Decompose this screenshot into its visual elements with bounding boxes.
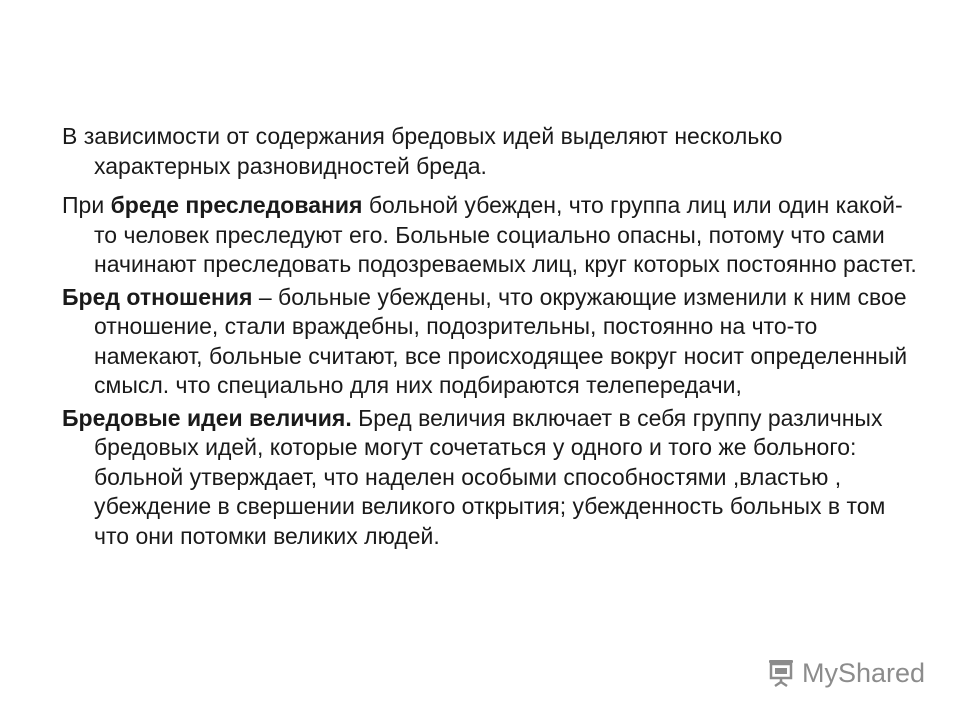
paragraph-intro-text: В зависимости от содержания бредовых идей выделяют несколько характерных разновидностей бреда. xyxy=(62,123,783,179)
term-relation: Бред отношения xyxy=(62,283,253,310)
projector-screen-icon xyxy=(766,658,796,688)
paragraph-persecution xyxy=(62,191,922,280)
paragraph-persecution-text: больной убежден, что группа лиц или один какой-то человек преследуют его. Больные социально опасны, потому что сами начинают преследовать подозреваемых лиц, круг которых постоянно растет. xyxy=(94,192,917,277)
paragraph-grandeur-text: Бред величия включает в себя группу различных бредовых идей, которые могут сочетаться у одного и того же больного: больной утверждает, что наделен особыми способностями ,властью , убеждение в свершении великого открытия; убежденность больных в том что они потомки великих людей. xyxy=(94,404,886,549)
paragraph-grandeur xyxy=(62,404,922,552)
myshared-logo xyxy=(766,656,926,692)
logo-wordmark: MyShared xyxy=(802,658,926,688)
paragraph-intro xyxy=(62,122,922,181)
term-grandeur: Бредовые идеи величия. xyxy=(62,404,352,431)
paragraph-relation xyxy=(62,283,922,401)
paragraph-persecution-prefix: При xyxy=(62,192,111,218)
paragraph-relation-text: – больные убеждены, что окружающие изменили к ним свое отношение, стали враждебны, подозрительны, постоянно на что-то намекают, больные считают, все происходящее вокруг носит определенный смысл. что специально для них подбираются телепередачи, xyxy=(94,283,908,398)
term-persecution: бреде преследования xyxy=(110,192,363,218)
slide-body xyxy=(62,122,922,554)
